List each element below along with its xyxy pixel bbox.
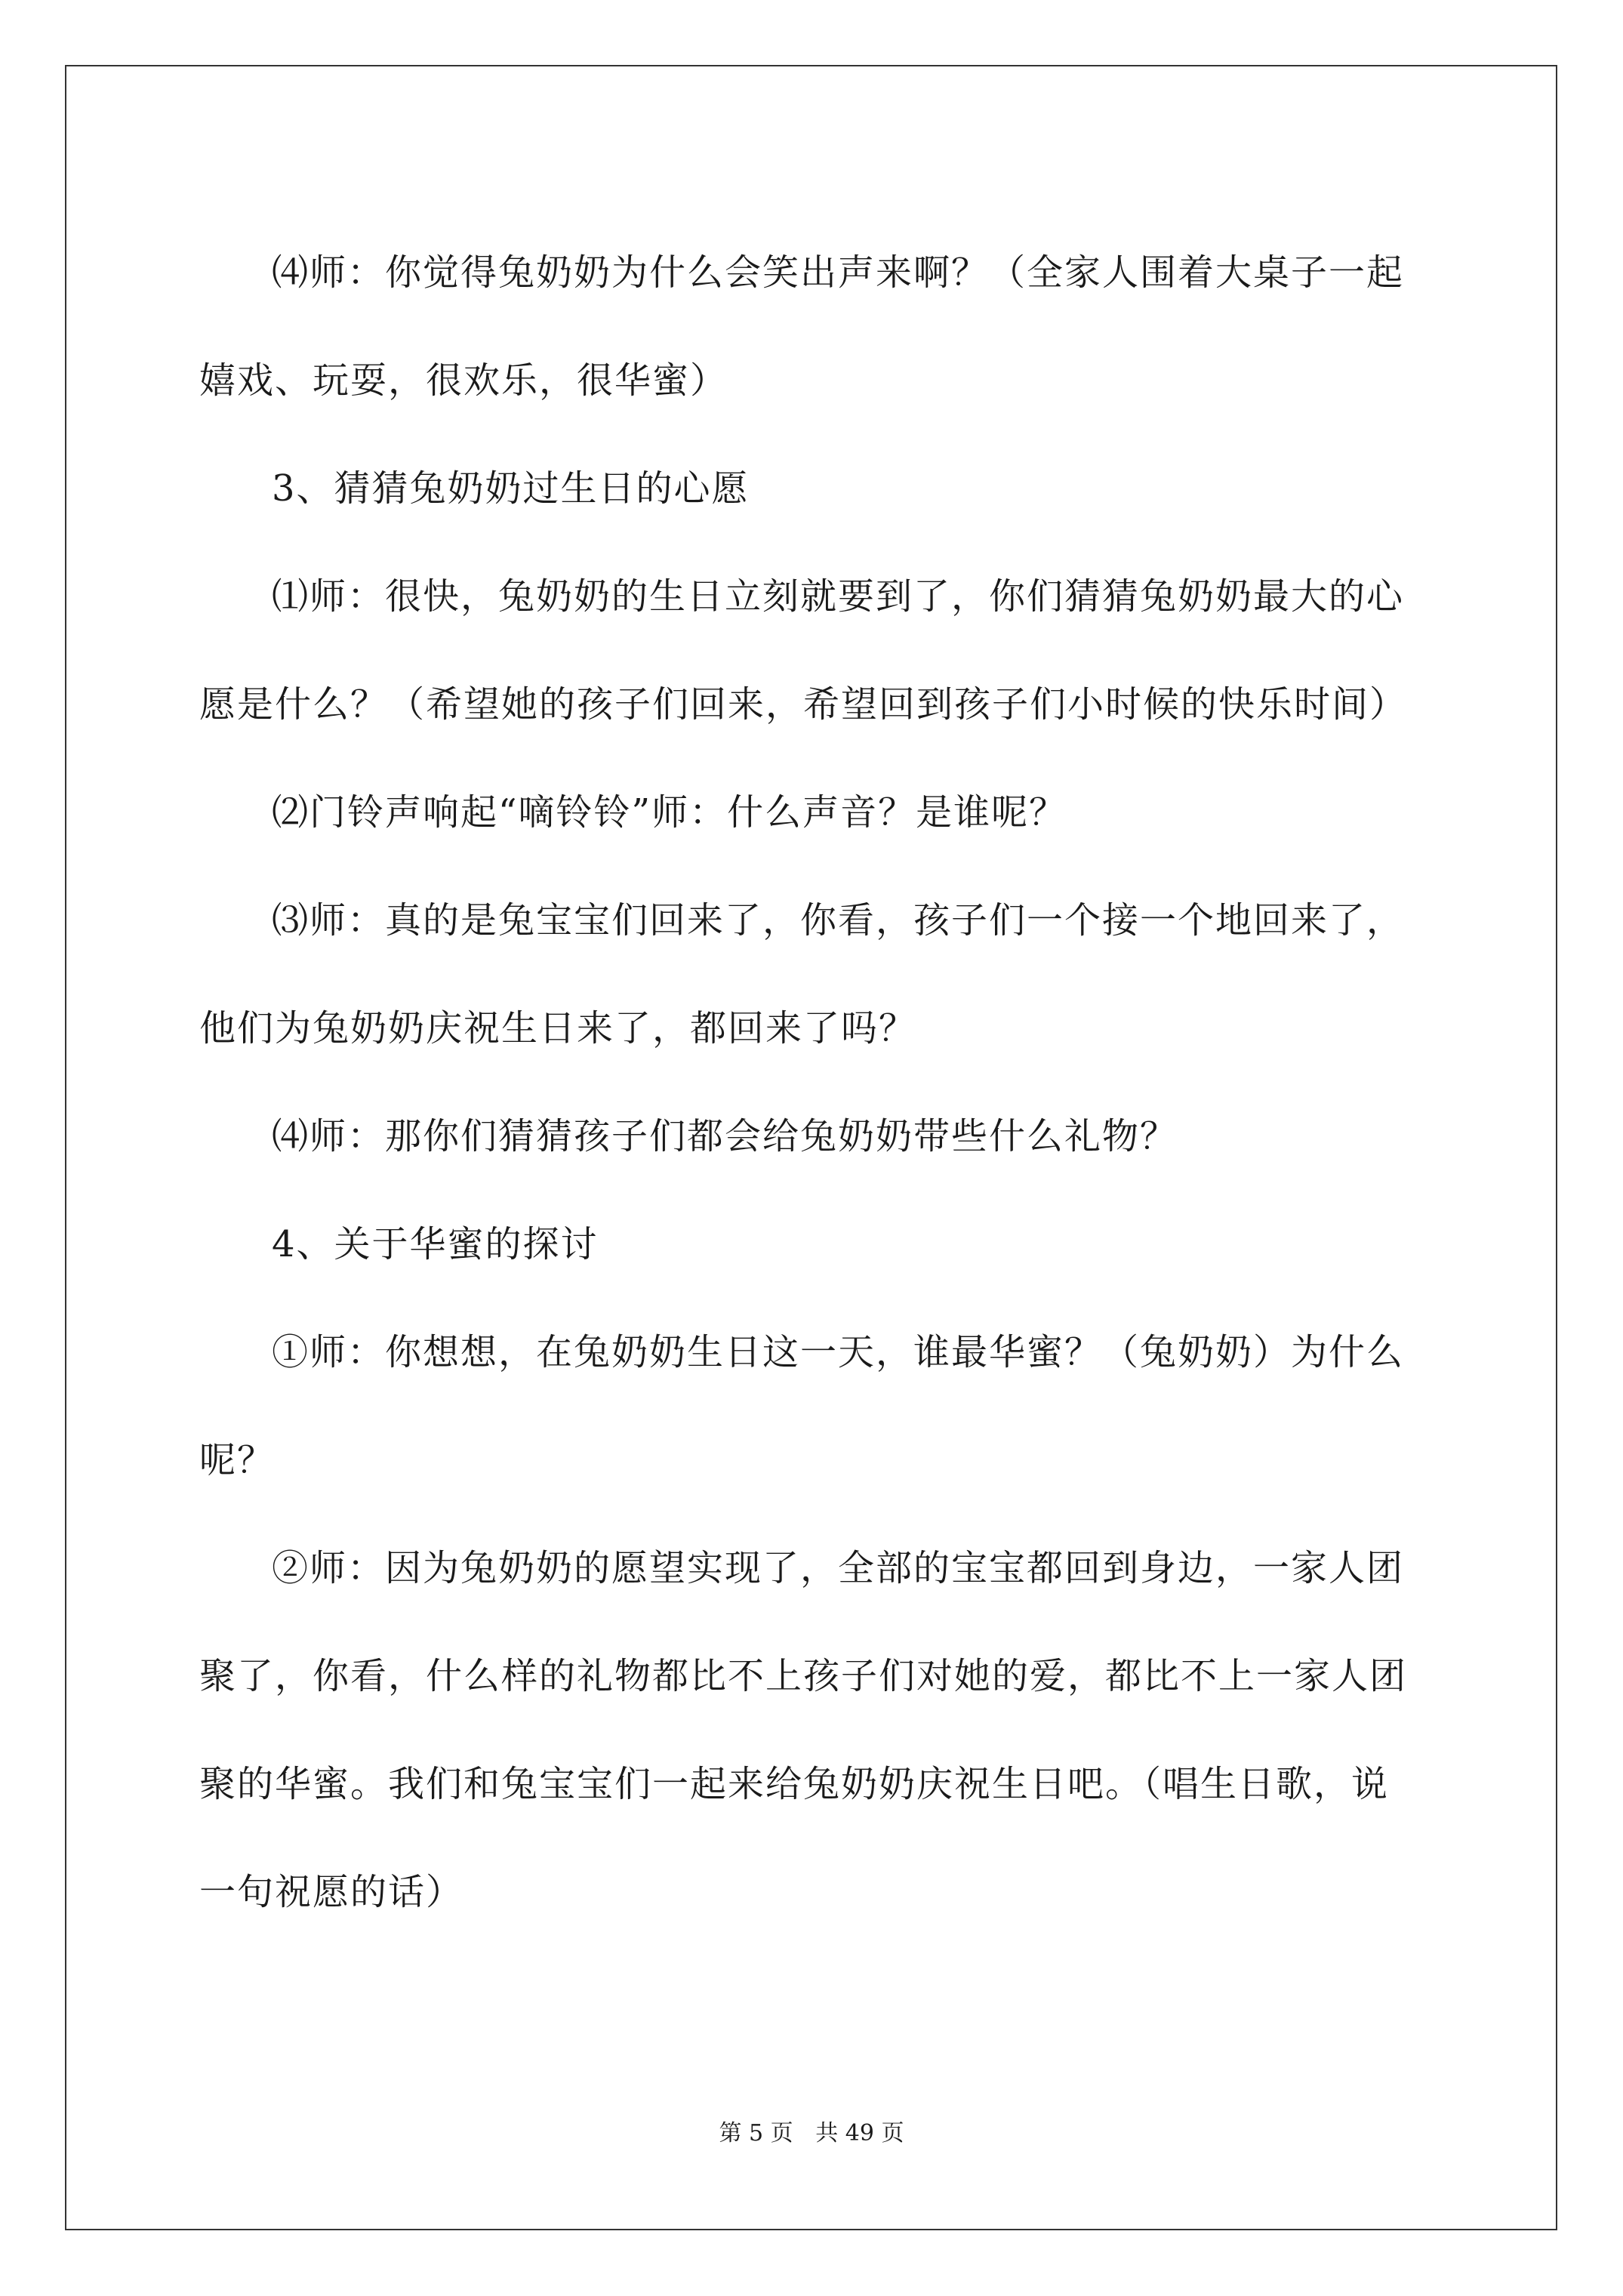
page-footer	[0, 2119, 1623, 2149]
section-heading: 4、关于华蜜的探讨	[272, 1223, 599, 1265]
page-total: 共 49 页	[815, 2120, 904, 2147]
paragraph: ⑶师：真的是兔宝宝们回来了，你看，孩子们一个接一个地回来了，他们为兔奶奶庆祝生日来了，都回来了吗？	[199, 899, 1405, 1049]
paragraph: ⑷师：那你们猜猜孩子们都会给兔奶奶带些什么礼物？	[272, 1115, 1178, 1157]
paragraph: ⑴师：很快，兔奶奶的生日立刻就要到了，你们猜猜兔奶奶最大的心愿是什么？（希望她的孩子们回来，希望回到孩子们小时候的快乐时间）	[199, 575, 1408, 726]
document-body	[199, 219, 1422, 1946]
page-number: 第 5 页	[719, 2120, 793, 2147]
paragraph: ⑷师：你觉得兔奶奶为什么会笑出声来啊？（全家人围着大桌子一起嬉戏、玩耍，很欢乐，很华蜜）	[199, 251, 1405, 402]
paragraph: ②师：因为兔奶奶的愿望实现了，全部的宝宝都回到身边，一家人团聚了，你看，什么样的礼物都比不上孩子们对她的爱，都比不上一家人团聚的华蜜。我们和兔宝宝们一起来给兔奶奶庆祝生日吧。（唱生日歌，说一句祝愿的话）	[199, 1547, 1408, 1913]
section-heading: 3、猜猜兔奶奶过生日的心愿	[272, 467, 750, 510]
paragraph: ①师：你想想，在兔奶奶生日这一天，谁最华蜜？（兔奶奶）为什么呢？	[199, 1331, 1405, 1481]
paragraph: ⑵门铃声响起“嘀铃铃”师：什么声音？是谁呢？	[272, 791, 1067, 834]
